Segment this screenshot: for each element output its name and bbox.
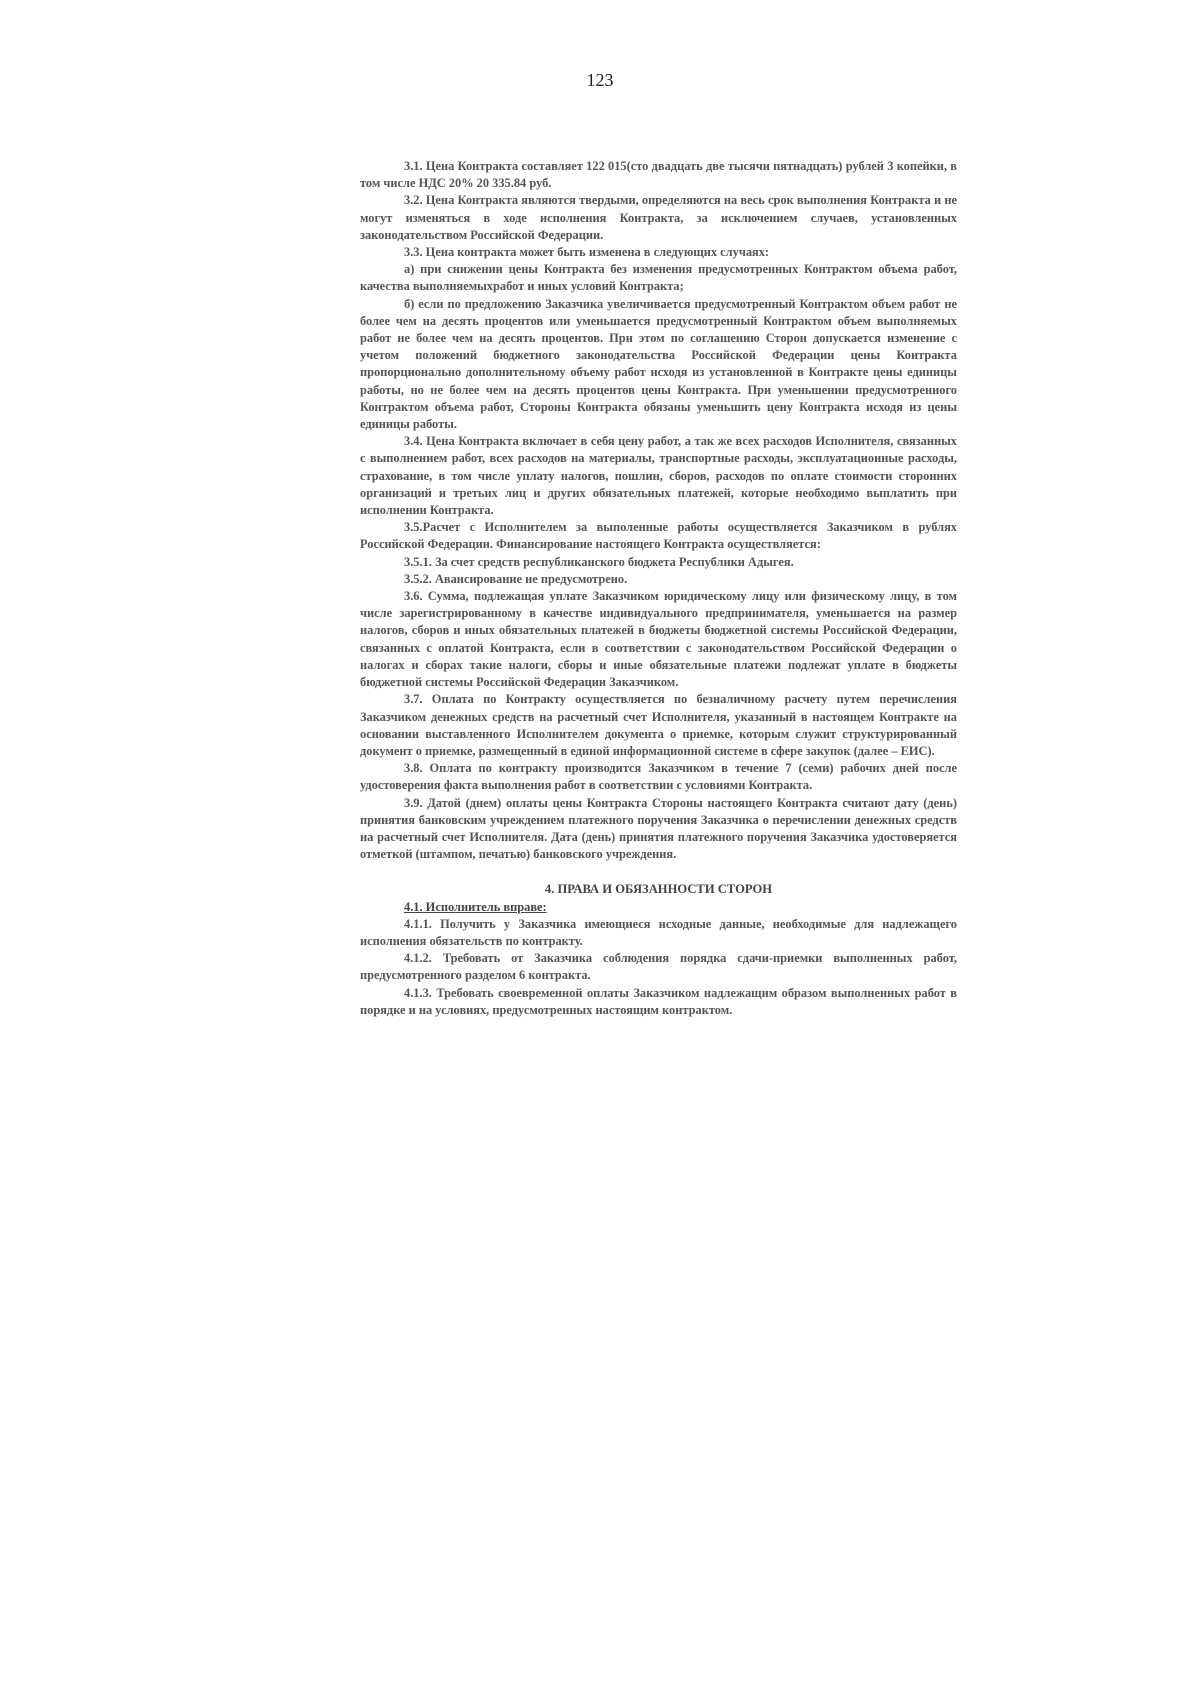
paragraph-3-5-2: 3.5.2. Авансирование не предусмотрено. [404,571,628,586]
section-4-1-subheading: 4.1. Исполнитель вправе: [404,899,547,914]
page-number: 123 [586,70,614,90]
paragraph-3-3-b: б) если по предложению Заказчика увеличивается предусмотренный Контрактом объем работ не более чем на десять процентов или уменьшается предусмотренный Контрактом объем выполняемых работ не более чем на десять процентов. При этом по соглашению Сторон допускается изменение с учетом положений бюджетного законодательства Российской Федерации цены Контракта пропорционально дополнительному объему работ исходя из установленной в Контракте цены единицы работы, но не более чем на десять процентов цены Контракта. При уменьшении предусмотренного Контрактом объема работ, Стороны Контракта обязаны уменьшить цену Контракта исходя из цены единицы работы. [360,296,957,432]
paragraph-3-1: 3.1. Цена Контракта составляет 122 015(сто двадцать две тысячи пятнадцать) рублей 3 копейки, в том числе НДС 20% 20 335.84 руб. [360,159,957,191]
paragraph-4-1-2: 4.1.2. Требовать от Заказчика соблюдения порядка сдачи-приемки выполненных работ, предусмотренного разделом 6 контракта. [360,951,957,983]
paragraph-4-1-1: 4.1.1. Получить у Заказчика имеющиеся исходные данные, необходимые для надлежащего исполнения обязательств по контракту. [360,916,957,948]
paragraph-3-6: 3.6. Сумма, подлежащая уплате Заказчиком юридическому лицу или физическому лицу, в том числе зарегистрированному в качестве индивидуального предпринимателя, уменьшается на размер налогов, сборов и иных обязательных платежей в бюджеты бюджетной системы Российской Федерации, связанных с оплатой Контракта, если в соответствии с законодательством Российской Федерации о налогах и сборах такие налоги, сборы и иные обязательные платежи подлежат уплате в бюджеты бюджетной системы Российской Федерации Заказчиком. [360,589,957,690]
paragraph-3-3-a: а) при снижении цены Контракта без изменения предусмотренных Контрактом объема работ, качества выполняемыхработ и иных условий Контракта; [360,262,957,294]
paragraph-4-1-3: 4.1.3. Требовать своевременной оплаты Заказчиком надлежащим образом выполненных работ в порядке и на условиях, предусмотренных настоящим контрактом. [360,985,957,1017]
paragraph-3-5-1: 3.5.1. За счет средств республиканского бюджета Республики Адыгея. [404,554,794,569]
paragraph-3-3: 3.3. Цена контракта может быть изменена в следующих случаях: [404,245,770,260]
section-4-heading: 4. ПРАВА И ОБЯЗАННОСТИ СТОРОН [544,882,773,897]
paragraph-3-5: 3.5.Расчет с Исполнителем за выполенные работы осуществляется Заказчиком в рублях Российской Федерации. Финансирование настоящего Контракта осуществляется: [360,520,957,552]
document-body [360,158,957,1019]
paragraph-3-4: 3.4. Цена Контракта включает в себя цену работ, а так же всех расходов Исполнителя, связанных с выполнением работ, всех расходов на материалы, транспортные расходы, эксплуатационные расходы, страхование, в том числе уплату налогов, пошлин, сборов, расходов по оплате стоимости сторонних организаций и третьих лиц и других обязательных платежей, которые необходимо выплатить при исполнении Контракта. [360,434,957,518]
paragraph-3-2: 3.2. Цена Контракта являются твердыми, определяются на весь срок выполнения Контракта и не могут изменяться в ходе исполнения Контракта, за исключением случаев, установленных законодательством Российской Федерации. [360,193,957,242]
paragraph-3-8: 3.8. Оплата по контракту производится Заказчиком в течение 7 (семи) рабочих дней после удостоверения факта выполнения работ в соответствии с условиями Контракта. [360,761,957,793]
paragraph-3-9: 3.9. Датой (днем) оплаты цены Контракта Стороны настоящего Контракта считают дату (день) принятия банковским учреждением платежного поручения Заказчика о перечислении денежных средств на расчетный счет Исполнителя. Дата (день) принятия платежного поручения Заказчика удостоверяется отметкой (штампом, печатью) банковского учреждения. [360,795,957,862]
paragraph-3-7: 3.7. Оплата по Контракту осуществляется по безналичному расчету путем перечисления Заказчиком денежных средств на расчетный счет Исполнителя, указанный в настоящем Контракте на основании выставленного Исполнителем документа о приемке, которым служит структурированный документ о приемке, размещенный в единой информационной системе в сфере закупок (далее – ЕИС). [360,692,957,758]
